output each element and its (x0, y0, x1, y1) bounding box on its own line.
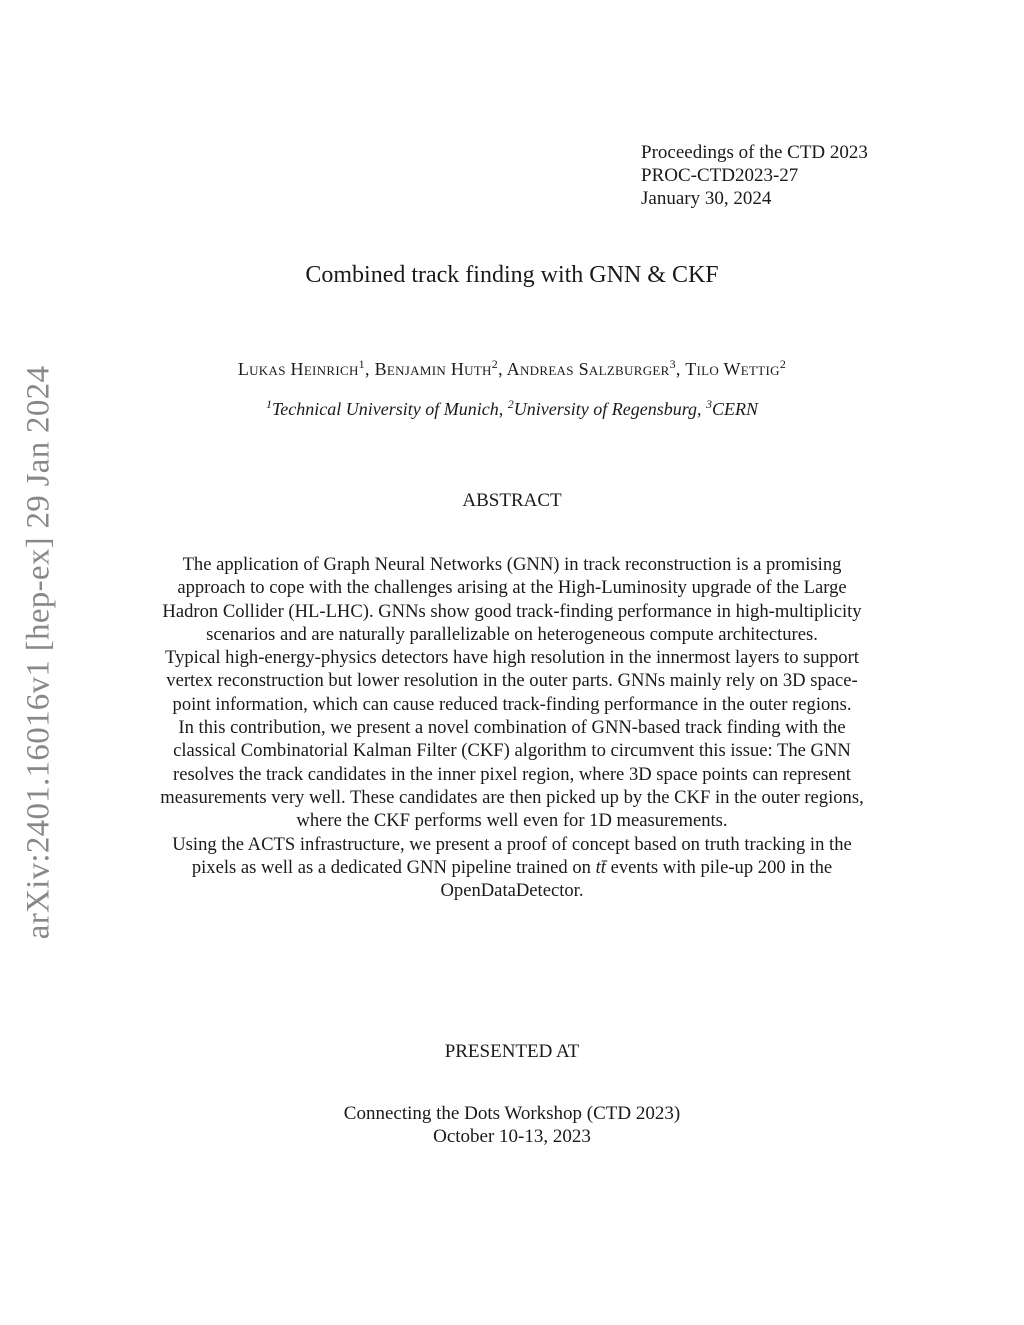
author-affil-mark: 2 (491, 357, 499, 371)
arxiv-identifier: arXiv:2401.16016v1 [hep-ex] 29 Jan 2024 (20, 365, 57, 940)
proceedings-date: January 30, 2024 (641, 188, 772, 209)
affiliation-list: $^1$Technical University of Munich, $^2$University of Regensburg, $^3$CERN (265, 397, 759, 419)
abstract-paragraph: The application of Graph Neural Networks (GNN) in track reconstruction is a promising approach to cope with the challenges arising at the High-Luminosity upgrade of the Large Hadron Collider (HL-LHC). GNNs show good track-finding performance in high-multiplicity scenarios and are naturally parallelizable on heterogeneous compute architectures. (162, 554, 862, 645)
author-name: Lukas Heinrich (237, 359, 359, 379)
abstract-text: events with pile-up 200 in the OpenDataDetector. (440, 856, 833, 902)
affiliation-name: Technical University of Munich (271, 399, 499, 419)
ttbar-symbol: tt̄ (595, 856, 606, 878)
author-list: Lukas Heinrich$^1$, Benjamin Huth$^2$, Andreas Salzburger$^3$, Tilo Wettig$^2$ (237, 357, 787, 379)
affiliation-mark: 1 (265, 397, 272, 411)
proceedings-number: PROC-CTD2023-27 (641, 165, 799, 186)
author-name: Andreas Salzburger (506, 359, 670, 379)
affiliation-name: University of Regensburg (513, 399, 698, 419)
author-name: Tilo Wettig (685, 359, 780, 379)
abstract-text: Using the ACTS infrastructure, we present a proof of concept based on truth tracking in the pixels as well as a dedicated GNN pipeline trained on (172, 833, 852, 878)
venue-info (0, 1102, 1024, 1148)
venue-dates: October 10-13, 2023 (433, 1126, 591, 1147)
abstract-paragraph (150, 833, 874, 903)
affiliation-mark: 2 (507, 397, 514, 411)
presented-at-heading: PRESENTED AT (444, 1041, 580, 1062)
affiliation-mark: 3 (706, 397, 713, 411)
proceedings-name: Proceedings of the CTD 2023 (641, 142, 868, 163)
abstract-paragraph: Typical high-energy-physics detectors have high resolution in the innermost layers to support vertex reconstruction but lower resolution in the outer parts. GNNs mainly rely on 3D space-point information, which can cause reduced track-finding performance in the outer regions. (165, 647, 859, 715)
abstract-heading: ABSTRACT (462, 490, 562, 511)
abstract-paragraph: In this contribution, we present a novel combination of GNN-based track finding with the classical Combinatorial Kalman Filter (CKF) algorithm to circumvent this issue: The GNN resolves the track candidates in the inner pixel region, where 3D space points can represent measurements very well. These candidates are then picked up by the CKF in the outer regions, where the CKF performs well even for 1D measurements. (160, 717, 864, 832)
author-name: Benjamin Huth (374, 359, 492, 379)
venue-name: Connecting the Dots Workshop (CTD 2023) (343, 1103, 681, 1124)
arxiv-sidebar-stamp (14, 360, 64, 945)
affiliation-name: CERN (712, 399, 759, 419)
author-affil-mark: 3 (669, 357, 676, 371)
author-affil-mark: 2 (779, 357, 787, 371)
paper-title: Combined track finding with GNN & CKF (305, 262, 719, 288)
proceedings-info (641, 141, 868, 210)
author-affil-mark: 1 (358, 357, 365, 371)
abstract-body (150, 553, 874, 902)
